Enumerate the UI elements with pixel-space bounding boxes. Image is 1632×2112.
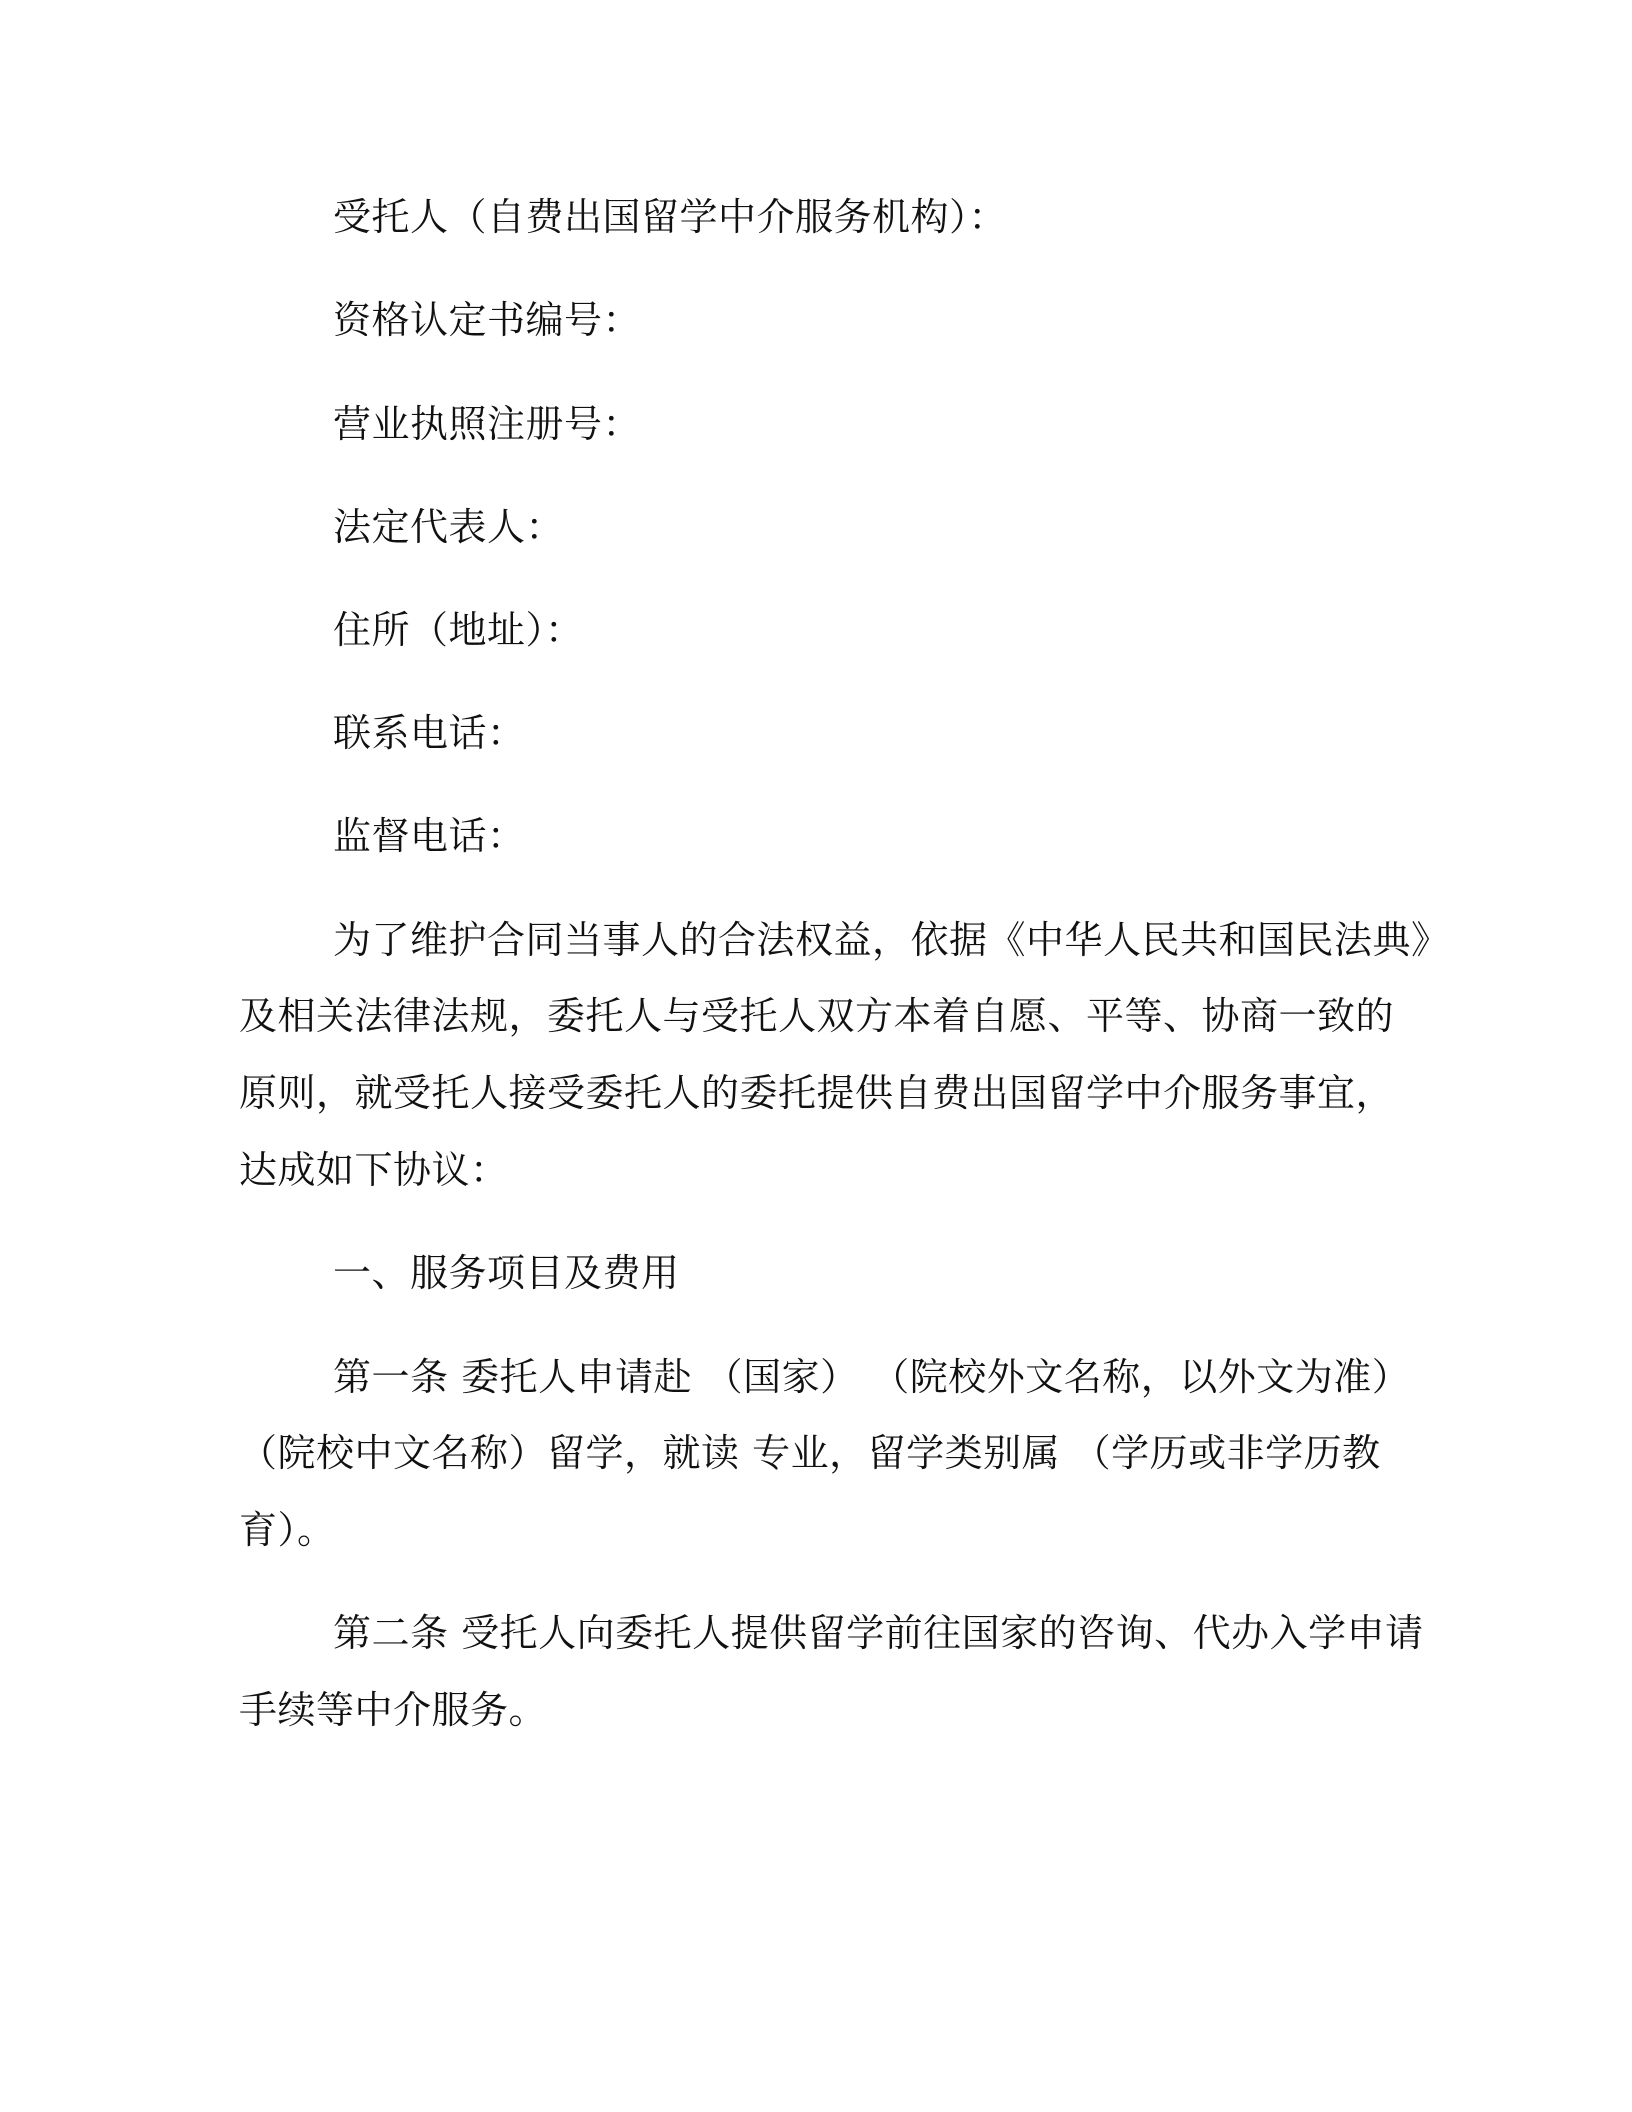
field-address: 住所（地址）： [333,608,584,652]
preamble-line: 为了维护合同当事人的合法权益，依据《中华人民共和国民法典》 [333,918,1450,962]
article-2-line: 手续等中介服务。 [239,1688,548,1732]
field-business-license-number: 营业执照注册号： [333,402,642,446]
article-2-line: 第二条 受托人向委托人提供留学前往国家的咨询、代办入学申请 [333,1611,1424,1655]
field-contact-phone: 联系电话： [333,711,526,755]
field-legal-representative: 法定代表人： [333,505,565,549]
preamble-line: 及相关法律法规，委托人与受托人双方本着自愿、平等、协商一致的 [239,994,1395,1038]
article-1-line: （院校中文名称）留学，就读 专业，留学类别属 （学历或非学历教 [239,1431,1381,1475]
section-heading: 一、服务项目及费用 [333,1251,680,1295]
preamble-line: 原则，就受托人接受委托人的委托提供自费出国留学中介服务事宜， [239,1071,1395,1115]
field-trustee: 受托人（自费出国留学中介服务机构）： [333,195,1008,239]
field-qualification-cert-number: 资格认定书编号： [333,298,642,342]
article-1-line: 第一条 委托人申请赴 （国家） （院校外文名称，以外文为准） [333,1355,1411,1399]
article-1-line: 育）。 [239,1508,336,1552]
field-supervision-phone: 监督电话： [333,814,526,858]
preamble-line: 达成如下协议： [239,1148,509,1192]
